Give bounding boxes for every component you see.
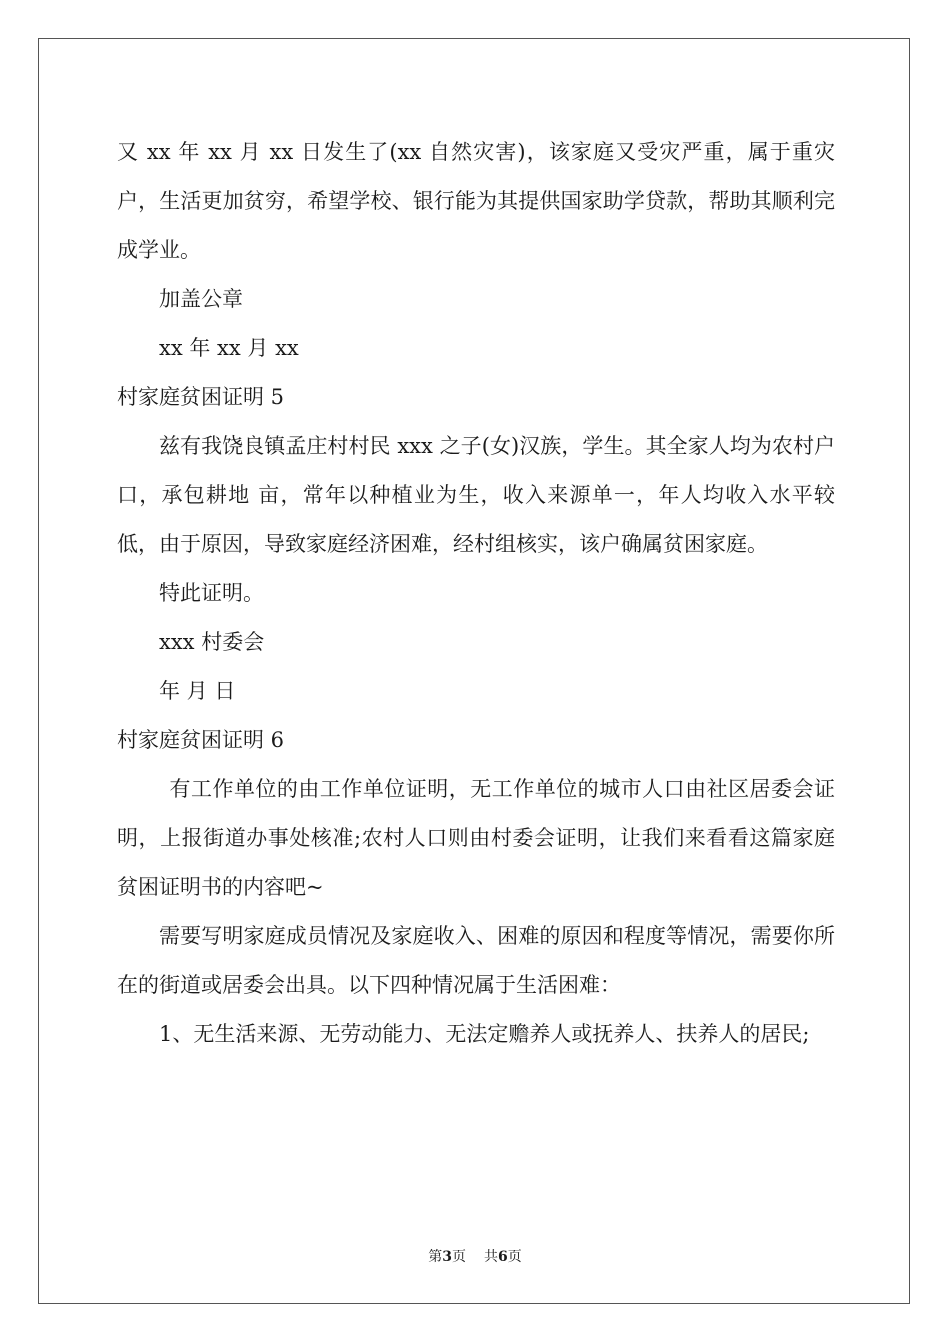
footer-page-total: 6 (498, 1249, 508, 1265)
footer-total-prefix: 共 (484, 1249, 498, 1265)
footer-total-suffix: 页 (507, 1249, 522, 1265)
paragraph-work-unit: 有工作单位的由工作单位证明，无工作单位的城市人口由社区居委会证明，上报街道办事处核准;农村人口则由村委会证明，让我们来看看这篇家庭贫困证明书的内容吧~ (117, 777, 835, 899)
paragraph-hereby: 特此证明。 (159, 581, 264, 605)
document-body (117, 128, 835, 1059)
paragraph-seal: 加盖公章 (159, 287, 243, 311)
paragraph-village-committee: xxx 村委会 (159, 630, 265, 654)
page-footer (0, 1246, 950, 1266)
paragraph-item-1: 1、无生活来源、无劳动能力、无法定赡养人或抚养人、扶养人的居民; (159, 1022, 810, 1046)
footer-page-current: 3 (442, 1249, 452, 1265)
paragraph-date-blank: 年 月 日 (159, 679, 236, 703)
footer-page-suffix: 页 (452, 1249, 466, 1265)
paragraph-requirements: 需要写明家庭成员情况及家庭收入、困难的原因和程度等情况，需要你所在的街道或居委会出具。以下四种情况属于生活困难： (117, 924, 835, 997)
footer-page-prefix: 第 (428, 1249, 443, 1265)
section-heading-5: 村家庭贫困证明 5 (117, 385, 285, 409)
paragraph-disaster: 又 xx 年 xx 月 xx 日发生了(xx 自然灾害)，该家庭又受灾严重，属于重灾户，生活更加贫穷，希望学校、银行能为其提供国家助学贷款，帮助其顺利完成学业。 (117, 140, 835, 262)
paragraph-date: xx 年 xx 月 xx (159, 336, 299, 360)
section-heading-6: 村家庭贫困证明 6 (117, 728, 285, 752)
paragraph-certificate-5: 兹有我饶良镇孟庄村村民 xxx 之子(女)汉族，学生。其全家人均为农村户口，承包耕地 亩，常年以种植业为生，收入来源单一，年人均收入水平较低，由于原因，导致家庭经济困难，经村组核实，该户确属贫困家庭。 (117, 434, 835, 556)
